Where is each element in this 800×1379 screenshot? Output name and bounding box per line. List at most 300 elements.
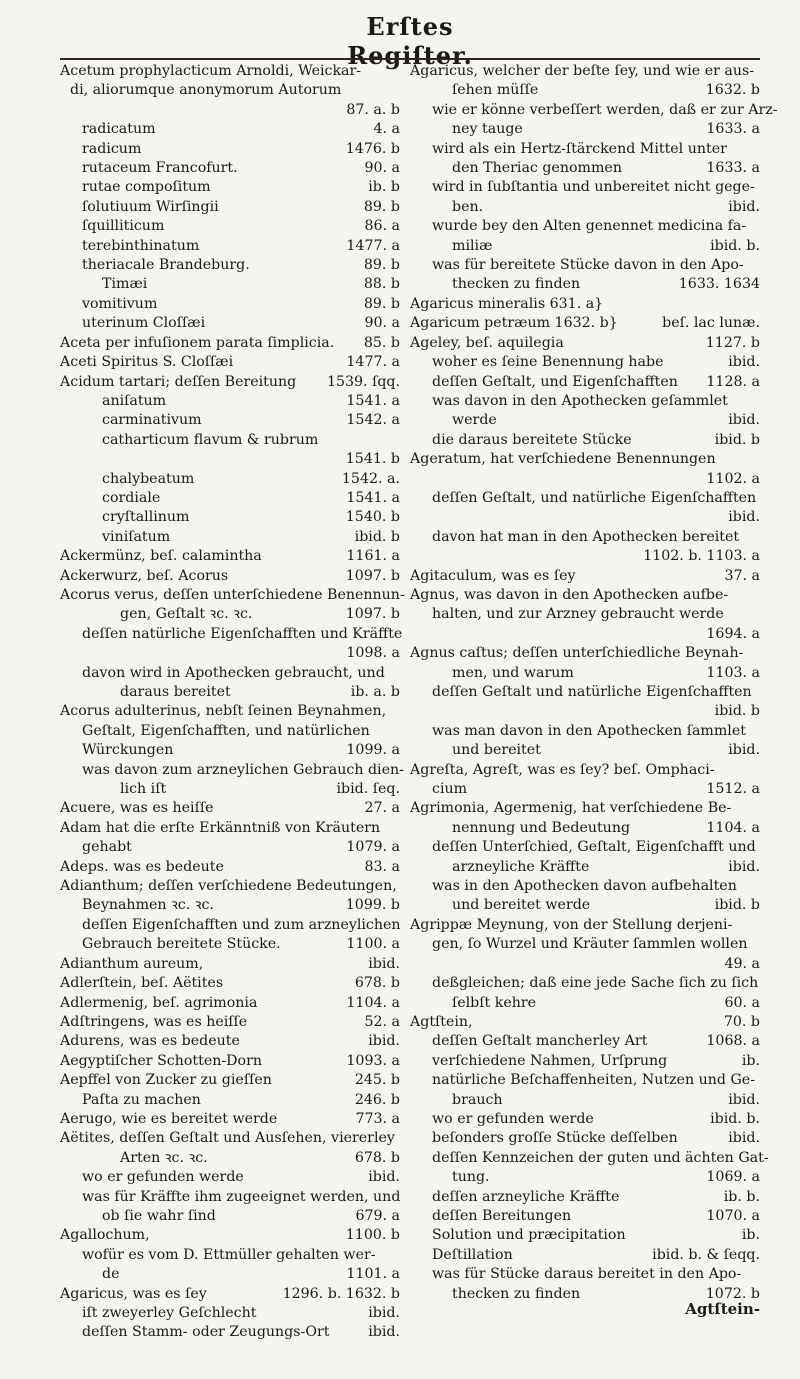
entry-text: ſolutiuum Wirſingii <box>82 198 219 215</box>
index-entry <box>410 722 760 741</box>
index-entry <box>60 994 400 1013</box>
index-entry <box>410 1129 760 1148</box>
entry-text: Ackermünz, beſ. calamintha <box>60 548 262 565</box>
entry-text: Adeps. was es bedeute <box>60 858 224 875</box>
entry-text: gehabt <box>82 839 132 856</box>
entry-text: arzneyliche Kräffte <box>452 858 590 875</box>
entry-text: aniſatum <box>102 392 167 409</box>
entry-text: Würckungen <box>82 742 174 759</box>
index-entry <box>410 819 760 838</box>
index-entry <box>60 896 400 915</box>
entry-text: halten, und zur Arzney gebraucht werde <box>432 606 724 623</box>
index-entry <box>410 198 760 217</box>
index-entry <box>410 1207 760 1226</box>
index-entry <box>410 140 760 159</box>
index-entry <box>410 275 760 294</box>
entry-text: Gebrauch bereitete Stücke. <box>82 936 281 953</box>
index-entry <box>60 1285 400 1304</box>
index-entry <box>410 1168 760 1187</box>
index-entry <box>60 140 400 159</box>
index-entry <box>410 761 760 780</box>
index-entry <box>410 858 760 877</box>
entry-text: was für bereitete Stücke davon in den Apo- <box>432 257 744 274</box>
entry-text: Geſtalt, Eigenſchafften, und natürlichen <box>82 722 370 739</box>
entry-reference: ib. b. <box>723 1188 760 1205</box>
entry-text: chalybeatum <box>102 470 195 487</box>
entry-text: Deſtillation <box>432 1246 513 1263</box>
entry-reference: 1128. a <box>706 373 760 390</box>
index-entry <box>60 470 400 489</box>
entry-text: wie er könne verbeſſert werden, daß er zur Arz- <box>432 101 778 118</box>
index-entry <box>60 178 400 197</box>
index-entry <box>60 722 400 741</box>
entry-text: deſſen Geſtalt, und Eigenſchafften <box>432 373 678 390</box>
entry-text: die daraus bereitete Stücke <box>432 431 632 448</box>
index-entry <box>410 625 760 644</box>
index-entry <box>60 256 400 275</box>
entry-reference: ibid. <box>368 1324 400 1341</box>
index-entry <box>60 314 400 333</box>
index-entry <box>60 605 400 624</box>
entry-text: Acorus verus, deſſen unterſchiedene Benennun- <box>60 586 405 603</box>
entry-text: wurde bey den Alten genennet medicina fa- <box>432 218 747 235</box>
entry-reference: 1539. ſqq. <box>326 373 400 390</box>
entry-reference: ibid. b <box>714 897 760 914</box>
index-entry <box>60 1265 400 1284</box>
entry-text: iſt zweyerley Geſchlecht <box>82 1305 257 1321</box>
entry-text: viniſatum <box>102 528 171 545</box>
entry-reference: ibid. <box>368 1033 400 1050</box>
entry-reference: 1477. a <box>346 237 400 254</box>
index-entry <box>410 896 760 915</box>
entry-text: was für Kräffte ihm zugeeignet werden, und <box>82 1188 401 1205</box>
entry-text: Agrimonia, Agermenig, hat verſchiedene Be- <box>410 800 732 817</box>
index-entry <box>410 411 760 430</box>
index-entry <box>410 605 760 624</box>
index-entry <box>60 819 400 838</box>
entry-reference: ibid. <box>728 198 760 215</box>
entry-text: Ackerwurz, beſ. Acorus <box>60 567 229 584</box>
entry-text: Agitaculum, was es ſey <box>410 567 576 584</box>
index-entry <box>60 62 400 81</box>
entry-reference: 1633. a <box>706 121 760 138</box>
index-entry <box>410 62 760 81</box>
index-entry <box>60 780 400 799</box>
index-entry <box>410 567 760 586</box>
entry-text: deſſen Bereitungen <box>432 1207 572 1224</box>
entry-text: Adlermenig, beſ. agrimonia <box>60 994 258 1011</box>
index-entry <box>410 489 760 508</box>
entry-reference: 1072. b <box>705 1285 760 1302</box>
entry-reference: 52. a <box>364 1013 400 1030</box>
index-entry <box>410 431 760 450</box>
entry-reference: 1694. a <box>706 625 760 642</box>
entry-text: was davon in den Apothecken geſammlet <box>432 392 728 409</box>
entry-text: deſſen Geſtalt mancherley Art <box>432 1033 648 1050</box>
entry-reference: 89. b <box>363 257 400 274</box>
header-rule <box>60 58 760 60</box>
entry-text: thecken zu finden <box>452 1285 581 1302</box>
entry-reference: 49. a <box>724 955 760 972</box>
entry-text: radicum <box>82 140 142 157</box>
index-entry <box>60 101 400 120</box>
entry-reference: 1542. a <box>346 412 400 429</box>
entry-text: ſelbſt kehre <box>452 994 537 1011</box>
index-entry <box>60 508 400 527</box>
entry-reference: ibid. b. <box>710 1110 760 1127</box>
index-entry <box>60 935 400 954</box>
entry-text: Beynahmen ꝛc. ꝛc. <box>82 897 214 914</box>
entry-reference: 1097. b <box>345 606 400 623</box>
entry-reference: 1099. b <box>345 897 400 914</box>
entry-reference: ibid. <box>728 858 760 875</box>
entry-text: Ageley, beſ. aquilegia <box>410 334 564 351</box>
index-entry <box>60 567 400 586</box>
index-entry <box>410 586 760 605</box>
entry-text: Agnus, was davon in den Apothecken aufbe- <box>410 586 729 603</box>
index-entry <box>60 1168 400 1187</box>
entry-reference: ibid. b <box>714 703 760 720</box>
entry-text: Ageratum, hat verſchiedene Benennungen <box>410 451 716 468</box>
entry-reference: ibid. <box>728 354 760 371</box>
index-entry <box>60 1071 400 1090</box>
entry-text: Agaricum petræum 1632. b} <box>410 315 618 332</box>
index-entry <box>60 955 400 974</box>
entry-text: vomitivum <box>82 295 158 312</box>
entry-reference: 1093. a <box>346 1052 400 1069</box>
index-entry <box>410 799 760 818</box>
entry-reference: 1542. a. <box>341 470 400 487</box>
entry-reference: 1102. a <box>706 470 760 487</box>
index-entry <box>410 683 760 702</box>
entry-text: natürliche Beſchaffenheiten, Nutzen und Ge- <box>432 1072 755 1089</box>
entry-reference: ibid. <box>728 412 760 429</box>
index-entry <box>410 373 760 392</box>
entry-text: ob ſie wahr ſind <box>102 1207 216 1224</box>
entry-text: verſchiedene Nahmen, Urſprung <box>432 1052 668 1069</box>
entry-reference: ibid. b <box>714 431 760 448</box>
index-entry <box>410 1091 760 1110</box>
index-entry <box>60 528 400 547</box>
entry-reference: 1100. a <box>346 936 400 953</box>
entry-reference: 89. b <box>363 295 400 312</box>
index-entry <box>60 450 400 469</box>
entry-text: Agaricus, welcher der beſte ſey, und wie er aus- <box>410 63 755 79</box>
index-entry <box>60 664 400 683</box>
entry-text: lich iſt <box>120 781 167 798</box>
entry-text: deßgleichen; daß eine jede Sache ſich zu ſich <box>432 975 759 992</box>
index-entry <box>410 314 760 333</box>
index-entry <box>60 625 403 644</box>
entry-text: catharticum flavum & rubrum <box>102 431 319 448</box>
index-entry <box>60 373 400 392</box>
entry-text: was in den Apothecken davon aufbehalten <box>432 878 737 895</box>
index-entry <box>410 256 760 275</box>
entry-reference: 88. b <box>363 276 400 293</box>
entry-text: ſquilliticum <box>82 218 165 235</box>
entry-text: cordiale <box>102 489 161 506</box>
entry-text: den Theriac genommen <box>452 160 622 177</box>
index-entry <box>60 702 400 721</box>
index-entry <box>410 237 760 256</box>
entry-text: davon wird in Apothecken gebraucht, und <box>82 664 385 681</box>
entry-text: Aerugo, wie es bereitet werde <box>60 1110 278 1127</box>
index-entry <box>410 780 760 799</box>
index-entry <box>60 1110 400 1129</box>
index-entry <box>60 586 405 605</box>
index-entry <box>60 877 400 896</box>
index-entry <box>410 877 760 896</box>
entry-reference: ibid. ſeq. <box>336 781 400 798</box>
entry-text: Paſta zu machen <box>82 1091 201 1108</box>
index-entry <box>410 217 760 236</box>
index-entry <box>410 547 760 566</box>
entry-reference: 1103. a <box>706 664 760 681</box>
index-entry <box>410 528 760 547</box>
entry-reference: ibid. <box>368 1169 400 1186</box>
index-entry <box>60 683 400 702</box>
index-entry <box>60 838 400 857</box>
entry-reference: 83. a <box>364 858 400 875</box>
entry-reference: 1104. a <box>706 819 760 836</box>
entry-reference: ib. a. b <box>350 684 400 700</box>
entry-text: di, aliorumque anonymorum Autorum <box>70 82 342 99</box>
entry-reference: 1633. 1634 <box>678 276 760 293</box>
entry-text: carminativum <box>102 412 202 429</box>
entry-text: gen, Geſtalt ꝛc. ꝛc. <box>120 606 253 623</box>
entry-text: wo er gefunden werde <box>432 1110 594 1127</box>
entry-text: Aëtites, deſſen Geſtalt und Ausſehen, viererley <box>60 1130 395 1147</box>
index-entry <box>60 644 400 663</box>
entry-reference: 1068. a <box>706 1033 760 1050</box>
entry-text: ney tauge <box>452 121 523 138</box>
entry-reference: ibid. <box>728 1091 760 1108</box>
entry-reference: ibid. <box>368 1305 400 1321</box>
entry-text: deſſen Geſtalt, und natürliche Eigenſchafften <box>432 489 757 506</box>
entry-text: Agrippæ Meynung, von der Stellung derjeni- <box>410 916 733 933</box>
index-entry <box>60 1226 400 1245</box>
entry-text: beſonders groſſe Stücke deſſelben <box>432 1130 678 1147</box>
index-entry <box>410 120 760 139</box>
entry-reference: 1127. b <box>705 334 760 351</box>
entry-text: cryſtallinum <box>102 509 190 526</box>
index-entry <box>410 334 760 353</box>
entry-reference: 1540. b <box>345 509 400 526</box>
entry-text: was man davon in den Apothecken ſammlet <box>432 722 746 739</box>
entry-reference: 678. b <box>354 975 400 992</box>
entry-text: deſſen natürliche Eigenſchafften und Kräffte <box>82 625 403 642</box>
index-entry <box>410 159 760 178</box>
entry-text: Aceti Spiritus S. Cloſſæi <box>60 354 234 371</box>
index-entry <box>410 994 760 1013</box>
entry-text: Timæi <box>102 276 148 293</box>
entry-text: Acorus adulterinus, nebſt ſeinen Beynahmen, <box>60 703 387 720</box>
entry-text: nennung und Bedeutung <box>452 819 631 836</box>
index-entry <box>410 955 760 974</box>
index-entry <box>410 1052 760 1071</box>
entry-text: Aepffel von Zucker zu gieſſen <box>60 1072 272 1089</box>
index-entry <box>410 1013 760 1032</box>
entry-reference: 1632. b <box>705 82 760 99</box>
entry-text: was für Stücke daraus bereitet in den Apo- <box>432 1266 742 1283</box>
entry-reference: 85. b <box>363 334 400 351</box>
entry-reference: 245. b <box>354 1072 400 1089</box>
entry-text: rutaceum Francofurt. <box>82 160 238 177</box>
entry-text: radicatum <box>82 121 156 138</box>
entry-text: Acuere, was es heiſſe <box>60 800 214 817</box>
entry-reference: ib. <box>741 1052 760 1069</box>
index-entry <box>410 81 760 100</box>
index-entry <box>60 198 400 217</box>
entry-reference: 1512. a <box>706 781 760 798</box>
entry-text: Aegyptiſcher Schotten-Dorn <box>60 1052 262 1069</box>
index-entry <box>60 547 400 566</box>
entry-reference: 246. b <box>354 1091 400 1108</box>
entry-reference: 1161. a <box>346 548 400 565</box>
entry-text: theriacale Brandeburg. <box>82 257 250 274</box>
entry-text: deſſen Unterſchied, Geſtalt, Eigenſchafft und <box>432 839 756 856</box>
entry-reference: 773. a <box>355 1110 400 1127</box>
index-entry <box>60 799 400 818</box>
index-entry <box>60 353 400 372</box>
entry-reference: 87. a. b <box>346 101 400 118</box>
index-entry <box>410 1246 760 1265</box>
index-entry <box>60 916 400 935</box>
entry-reference: ibid. b <box>354 528 400 545</box>
index-entry <box>60 1032 400 1051</box>
entry-text: Agreſta, Agreſt, was es ſey? beſ. Omphaci- <box>410 761 715 778</box>
entry-text: Agaricus mineralis 631. a} <box>410 295 604 312</box>
entry-reference: 89. b <box>363 198 400 215</box>
entry-text: wird in ſubſtantia und unbereitet nicht gege- <box>432 179 755 196</box>
index-column-right <box>410 62 778 1302</box>
entry-text: ſehen müſſe <box>452 82 539 99</box>
index-entry <box>410 916 760 935</box>
index-entry <box>60 1129 400 1148</box>
index-entry <box>410 974 760 993</box>
index-entry <box>60 1149 400 1168</box>
entry-reference: 90. a <box>364 315 400 332</box>
entry-reference: ibid. <box>368 955 400 972</box>
index-entry <box>410 508 760 527</box>
entry-reference: 37. a <box>724 567 760 584</box>
entry-text: ben. <box>452 198 484 215</box>
index-entry <box>60 489 400 508</box>
index-entry <box>60 217 400 236</box>
entry-text: und bereitet <box>452 742 541 759</box>
entry-text: wird als ein Hertz-ſtärckend Mittel unter <box>432 140 727 157</box>
entry-reference: 679. a <box>355 1207 400 1224</box>
entry-reference: 1098. a <box>346 645 400 662</box>
entry-reference: 27. a <box>364 800 400 817</box>
entry-text: terebinthinatum <box>82 237 200 254</box>
entry-text: tung. <box>452 1169 490 1186</box>
entry-text: was davon zum arzneylichen Gebrauch dien- <box>82 761 404 778</box>
index-entry <box>60 159 400 178</box>
index-entry <box>60 81 400 100</box>
index-entry <box>60 858 400 877</box>
entry-text: woher es ſeine Benennung habe <box>432 354 664 371</box>
entry-reference: 1102. b. 1103. a <box>643 548 760 565</box>
entry-text: deſſen Kennzeichen der guten und ächten Gat- <box>432 1149 769 1166</box>
entry-reference: beſ. lac lunæ. <box>662 315 760 332</box>
entry-reference: 1296. b. 1632. b <box>282 1285 400 1302</box>
entry-reference: 678. b <box>354 1149 400 1166</box>
entry-text: Agallochum, <box>60 1227 150 1244</box>
entry-text: Adſtringens, was es heiſſe <box>60 1013 248 1030</box>
index-entry <box>60 431 400 450</box>
entry-reference: 1104. a <box>346 994 400 1011</box>
entry-reference: 90. a <box>364 160 400 177</box>
entry-text: Adurens, was es bedeute <box>60 1033 240 1050</box>
index-entry <box>410 392 760 411</box>
entry-reference: 1541. b <box>345 451 400 468</box>
entry-reference: ib. b <box>368 179 400 196</box>
index-entry <box>410 1110 760 1129</box>
index-entry <box>60 1052 400 1071</box>
index-entry <box>410 101 778 120</box>
index-entry <box>60 411 400 430</box>
entry-reference: 1079. a <box>346 839 400 856</box>
entry-reference: 1099. a <box>346 742 400 759</box>
entry-text: deſſen arzneyliche Kräffte <box>432 1188 620 1205</box>
entry-text: Arten ꝛc. ꝛc. <box>120 1149 208 1166</box>
entry-reference: ib. <box>741 1227 760 1244</box>
entry-reference: 1541. a <box>346 489 400 506</box>
entry-reference: 1069. a <box>706 1169 760 1186</box>
entry-text: Acidum tartari; deſſen Bereitung <box>60 373 297 390</box>
entry-text: wo er gefunden werde <box>82 1169 244 1186</box>
entry-reference: 1101. a <box>346 1266 400 1283</box>
index-entry <box>60 974 400 993</box>
entry-text: deſſen Geſtalt und natürliche Eigenſchafften <box>432 684 752 700</box>
index-entry <box>410 353 760 372</box>
entry-text: brauch <box>452 1091 503 1108</box>
index-entry <box>60 1207 400 1226</box>
index-entry <box>60 1188 400 1207</box>
entry-text: cium <box>432 781 468 798</box>
catchword: Agtſtein- <box>685 1300 760 1318</box>
entry-reference: 70. b <box>723 1013 760 1030</box>
entry-text: men, und warum <box>452 664 574 681</box>
entry-text: Agnus caſtus; deſſen unterſchiedliche Beynah- <box>410 645 744 662</box>
entry-reference: ibid. b. & ſeqq. <box>652 1246 760 1263</box>
index-entry <box>410 935 760 954</box>
entry-text: Agaricus, was es ſey <box>60 1285 207 1302</box>
entry-text: und bereitet werde <box>452 897 591 914</box>
index-entry <box>60 237 400 256</box>
entry-reference: 4. a <box>373 121 400 138</box>
index-entry <box>60 1246 400 1265</box>
entry-text: Aceta per infuſionem parata ſimplicia. <box>60 334 335 351</box>
index-entry <box>60 120 400 139</box>
entry-text: Acetum prophylacticum Arnoldi, Weickar- <box>60 63 362 79</box>
entry-reference: ibid. b. <box>710 237 760 254</box>
entry-text: de <box>102 1266 120 1283</box>
running-title: Erſtes Regiſter. <box>347 12 473 70</box>
entry-reference: 60. a <box>724 994 760 1011</box>
page-header <box>0 8 800 70</box>
entry-reference: 1070. a <box>706 1207 760 1224</box>
index-entry <box>410 1188 760 1207</box>
entry-text: Adianthum; deſſen verſchiedene Bedeutungen, <box>60 878 397 895</box>
index-entry <box>60 761 404 780</box>
entry-text: Adam hat die erſte Erkänntniß von Kräutern <box>60 819 381 836</box>
entry-text: uterinum Cloſſæi <box>82 315 206 332</box>
index-entry <box>410 1226 760 1245</box>
index-entry <box>60 334 400 353</box>
entry-text: miliæ <box>452 237 493 254</box>
